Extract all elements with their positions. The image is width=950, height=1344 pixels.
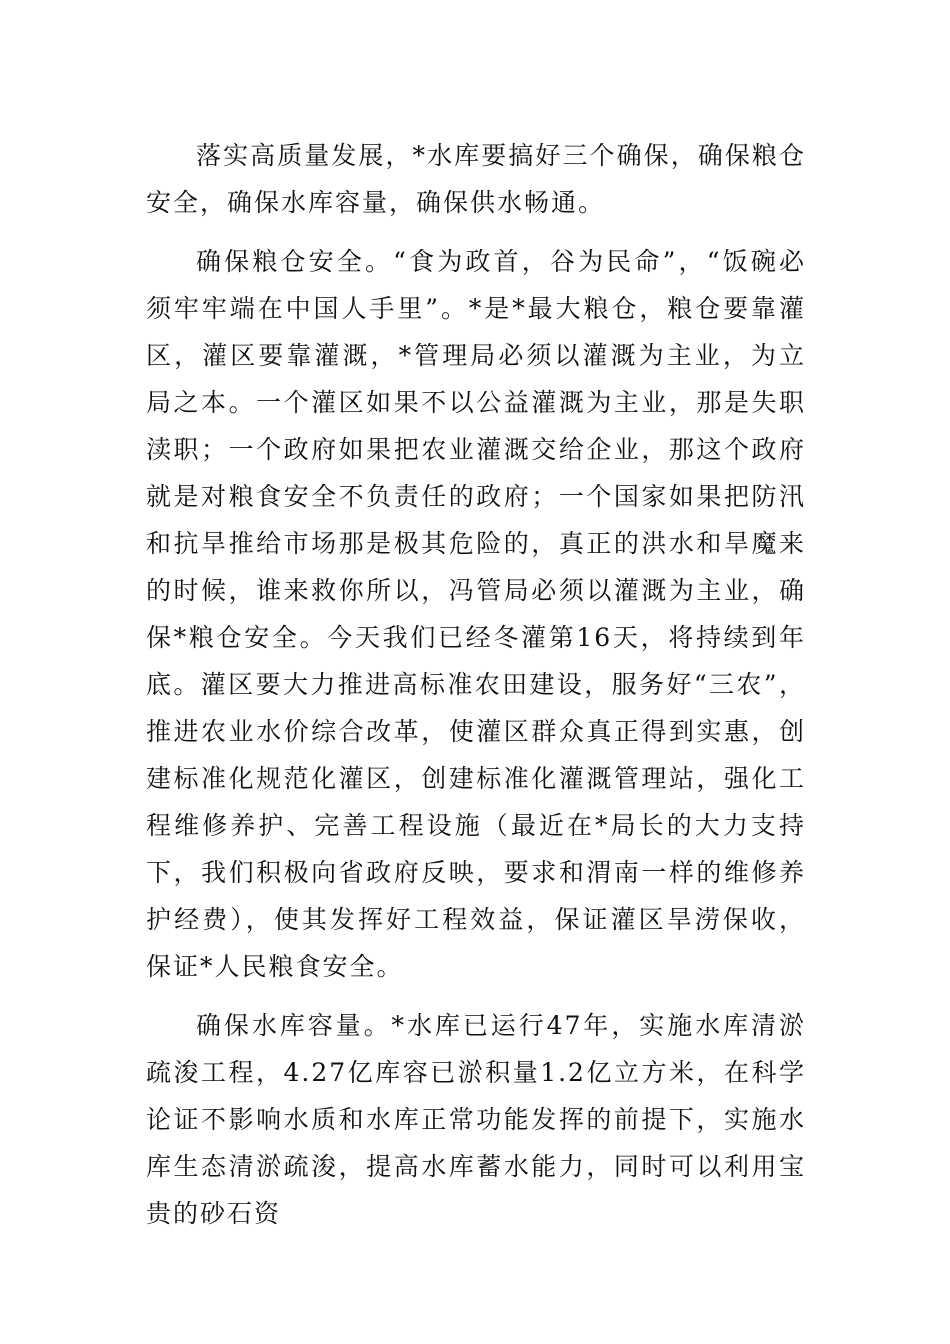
- paragraph-intro: 落实高质量发展，*水库要搞好三个确保，确保粮仓安全，确保水库容量，确保供水畅通。: [146, 141, 806, 217]
- paragraph-reservoir-capacity: 确保水库容量。*水库已运行47年，实施水库清淤疏浚工程，4.27亿库容已淤积量1.2亿立方米，在科学论证不影响水质和水库正常功能发挥的前提下，实施水库生态清淤疏浚，提高水库蓄水能力，同时可以利用宝贵的砂石资: [146, 1011, 806, 1228]
- paragraph-granary-security: 确保粮仓安全。“食为政首，谷为民命”，“饭碗必须牢牢端在中国人手里”。*是*最大粮仓，粮仓要靠灌区，灌区要靠灌溉，*管理局必须以灌溉为主业，为立局之本。一个灌区如果不以公益灌溉为主业，那是失职渎职；一个政府如果把农业灌溉交给企业，那这个政府就是对粮食安全不负责任的政府；一个国家如果把防汛和抗旱推给市场那是极其危险的，真正的洪水和旱魔来的时候，谁来救你所以，冯管局必须以灌溉为主业，确保*粮仓安全。今天我们已经冬灌第16天，将持续到年底。灌区要大力推进高标准农田建设，服务好“三农”，推进农业水价综合改革，使灌区群众真正得到实惠，创建标准化规范化灌区，创建标准化灌溉管理站，强化工程维修养护、完善工程设施（最近在*局长的大力支持下，我们积极向省政府反映，要求和渭南一样的维修养护经费），使其发挥好工程效益，保证灌区旱涝保收，保证*人民粮食安全。: [146, 247, 806, 981]
- document-body: [146, 132, 806, 1249]
